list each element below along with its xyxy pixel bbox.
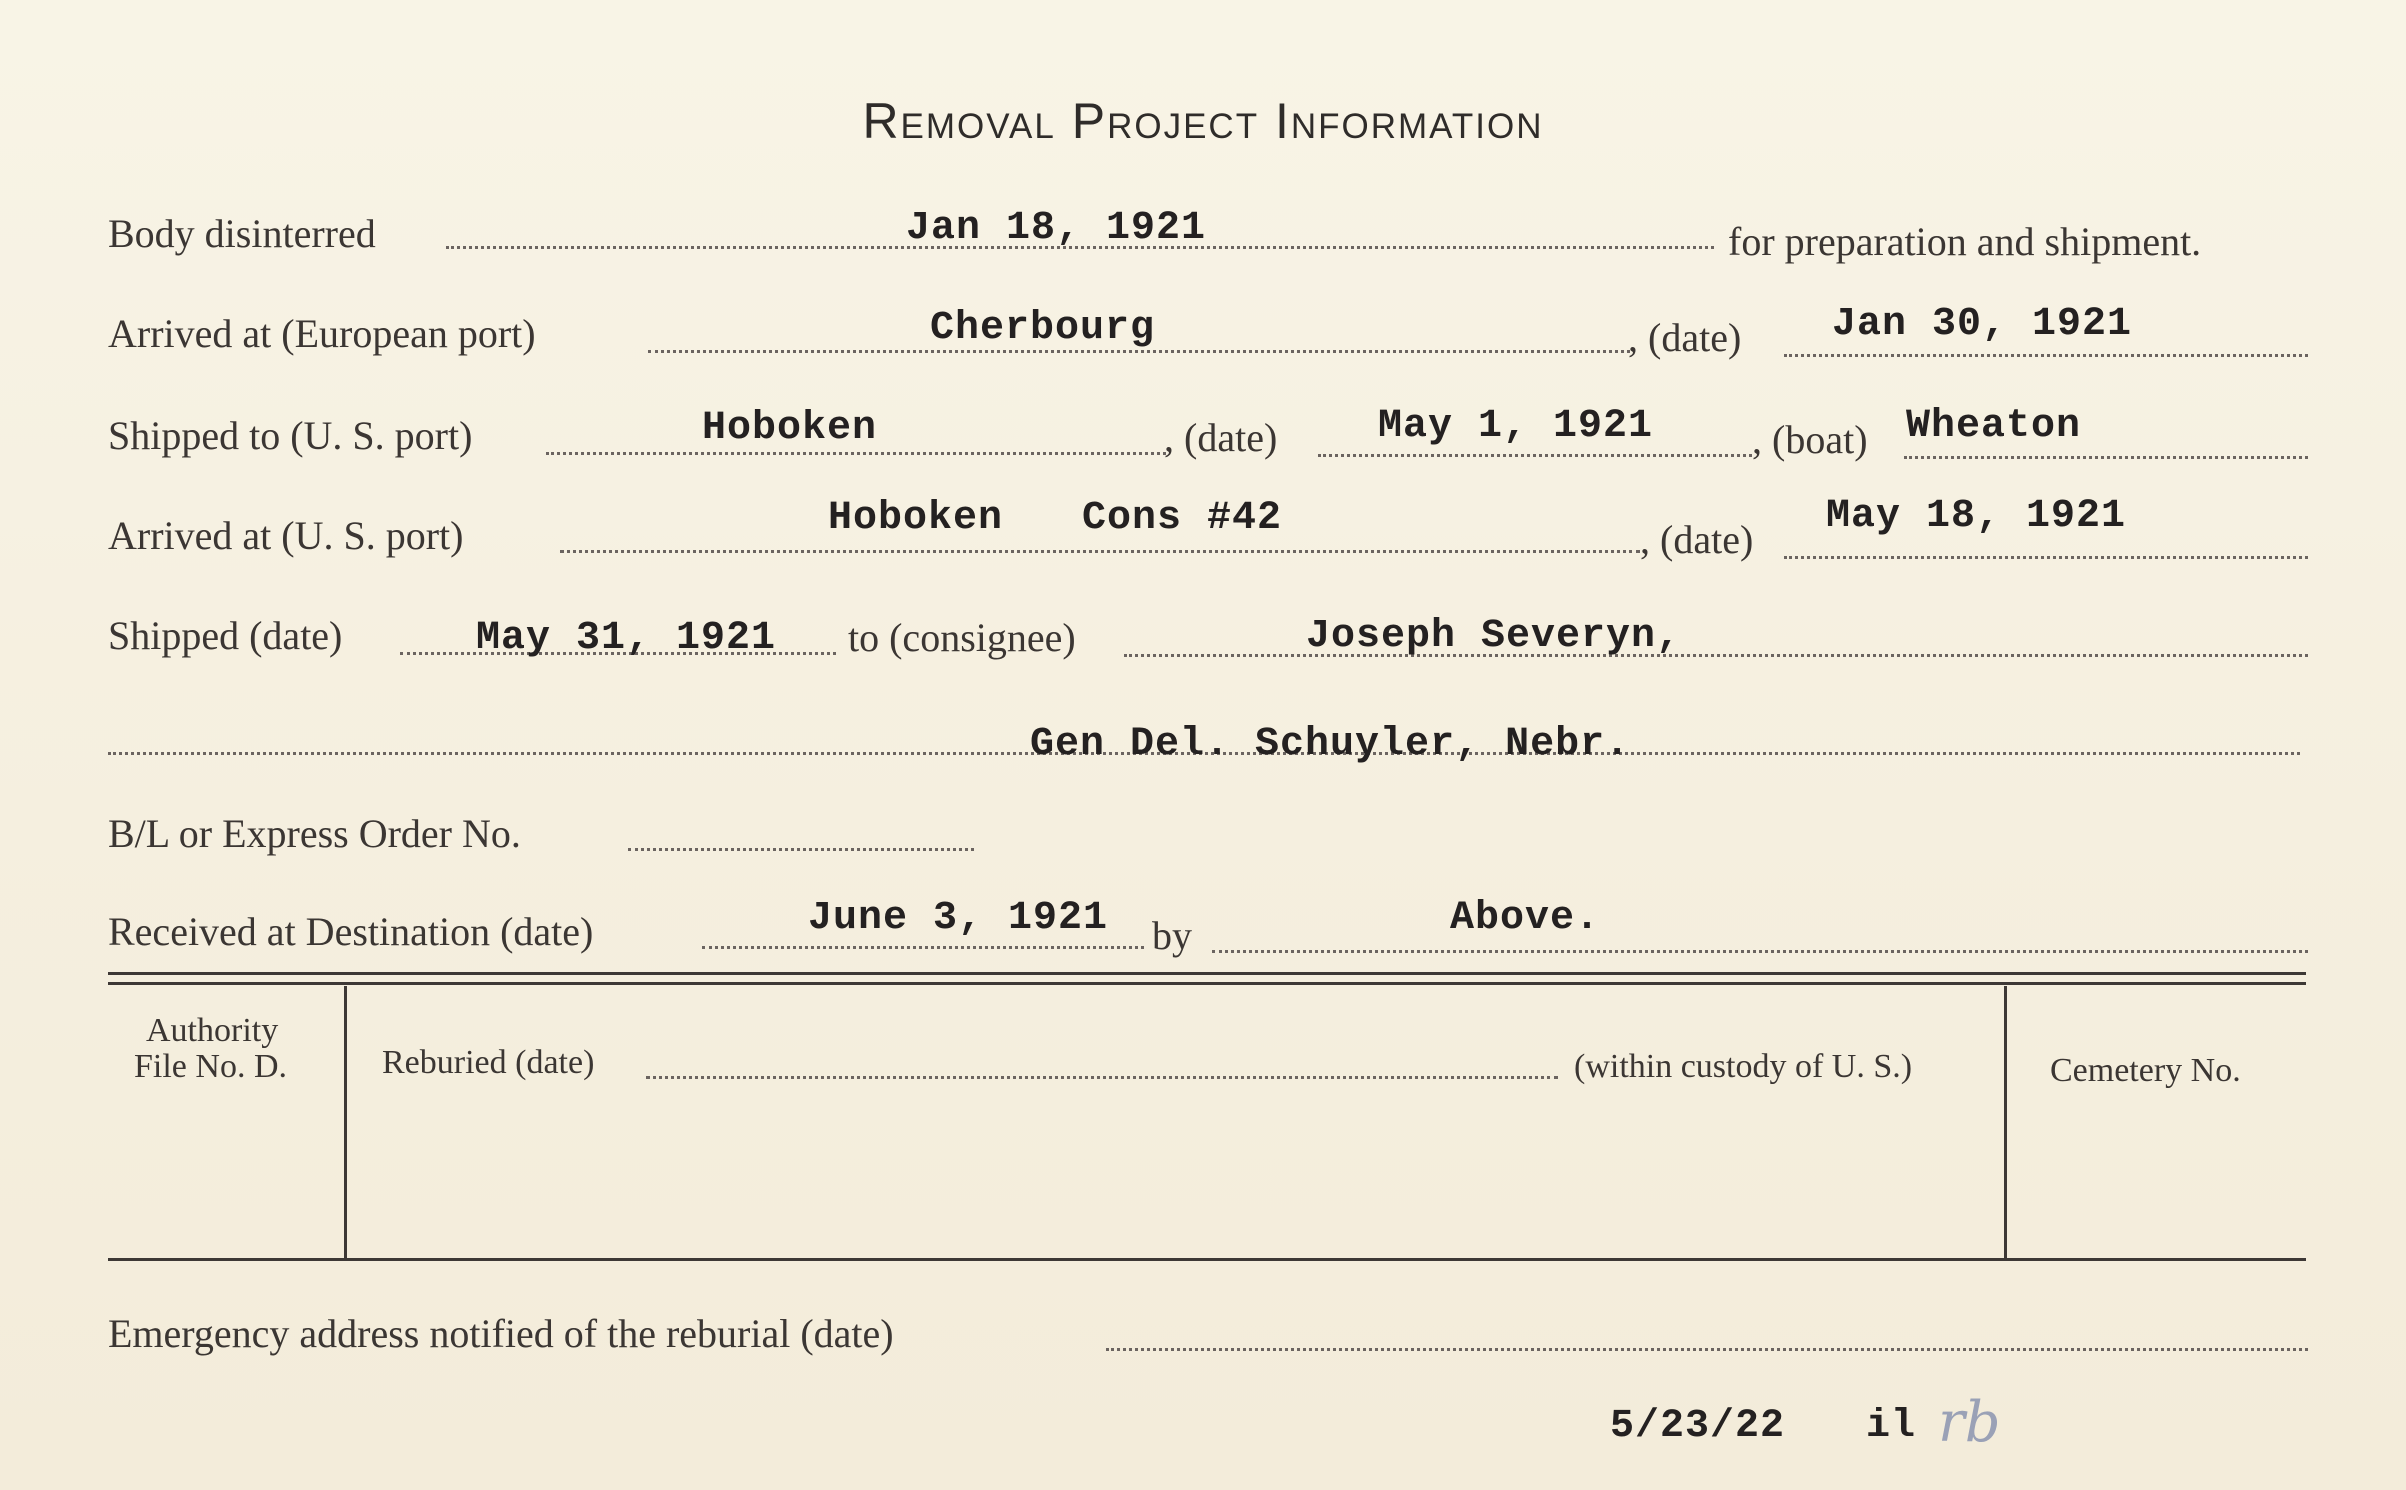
us-port-shipped-line <box>546 452 1166 455</box>
european-port-label: Arrived at (European port) <box>108 311 536 356</box>
us-arrived-date-line <box>1784 556 2308 559</box>
consignment-number: Cons #42 <box>1082 496 1283 541</box>
boat-label: , (boat) <box>1752 417 1868 462</box>
european-date-line <box>1784 354 2308 357</box>
body-disinterred-label: Body disinterred <box>108 211 376 256</box>
footer-date-stamp: 5/23/22 <box>1610 1404 1786 1449</box>
us-port-arrived-value: Hoboken <box>828 496 1004 541</box>
double-rule-top <box>108 972 2306 975</box>
european-date-value: Jan 30, 1921 <box>1832 302 2133 347</box>
boat-line <box>1904 456 2308 459</box>
box-divider-right <box>2004 986 2007 1260</box>
box-bottom-rule <box>108 1258 2306 1261</box>
european-date-label: , (date) <box>1628 315 1742 360</box>
consignee-label: to (consignee) <box>848 615 1076 660</box>
received-date-line <box>702 946 1144 949</box>
received-by-value: Above. <box>1450 896 1601 941</box>
received-by-line <box>1212 950 2308 953</box>
consignee-value: Joseph Severyn, <box>1306 614 1682 659</box>
form-title: Removal Project Information <box>862 93 1544 149</box>
bl-order-label: B/L or Express Order No. <box>108 811 521 856</box>
footer-initials: il <box>1866 1404 1917 1449</box>
authority-label-line1: Authority <box>146 1012 279 1049</box>
shipped-date-value: May 31, 1921 <box>476 616 777 661</box>
authority-label-line2: File No. D. <box>134 1048 287 1085</box>
received-by-label: by <box>1152 913 1192 958</box>
received-destination-label: Received at Destination (date) <box>108 909 594 954</box>
emergency-address-line <box>1106 1348 2308 1351</box>
us-shipped-date-line <box>1318 454 1752 457</box>
us-shipped-date-label: , (date) <box>1164 415 1278 460</box>
consignee-address-value: Gen Del. Schuyler, Nebr. <box>1030 722 1631 767</box>
us-port-arrived-label: Arrived at (U. S. port) <box>108 513 464 558</box>
handwritten-initials: rb <box>1938 1390 2001 1455</box>
body-disinterred-value: Jan 18, 1921 <box>906 206 1207 251</box>
us-arrived-date-label: , (date) <box>1640 517 1754 562</box>
emergency-address-label: Emergency address notified of the reburial (date) <box>108 1311 894 1356</box>
boat-value: Wheaton <box>1906 404 2082 449</box>
reburied-label: Reburied (date) <box>382 1044 595 1081</box>
double-rule-bottom <box>108 982 2306 985</box>
us-port-shipped-value: Hoboken <box>702 406 878 451</box>
shipped-date-label: Shipped (date) <box>108 613 343 658</box>
received-date-value: June 3, 1921 <box>808 896 1109 941</box>
us-arrived-date-value: May 18, 1921 <box>1826 494 2127 539</box>
preparation-shipment-label: for preparation and shipment. <box>1728 219 2202 264</box>
us-port-shipped-label: Shipped to (U. S. port) <box>108 413 473 458</box>
reburied-line <box>646 1076 1558 1079</box>
box-divider-left <box>344 986 347 1260</box>
bl-order-line <box>628 848 974 851</box>
us-port-arrived-line <box>560 550 1640 553</box>
consignee-line <box>1124 654 2308 657</box>
custody-label: (within custody of U. S.) <box>1574 1048 1913 1085</box>
cemetery-label: Cemetery No. <box>2050 1052 2241 1089</box>
us-shipped-date-value: May 1, 1921 <box>1378 404 1654 449</box>
european-port-value: Cherbourg <box>930 306 1156 351</box>
